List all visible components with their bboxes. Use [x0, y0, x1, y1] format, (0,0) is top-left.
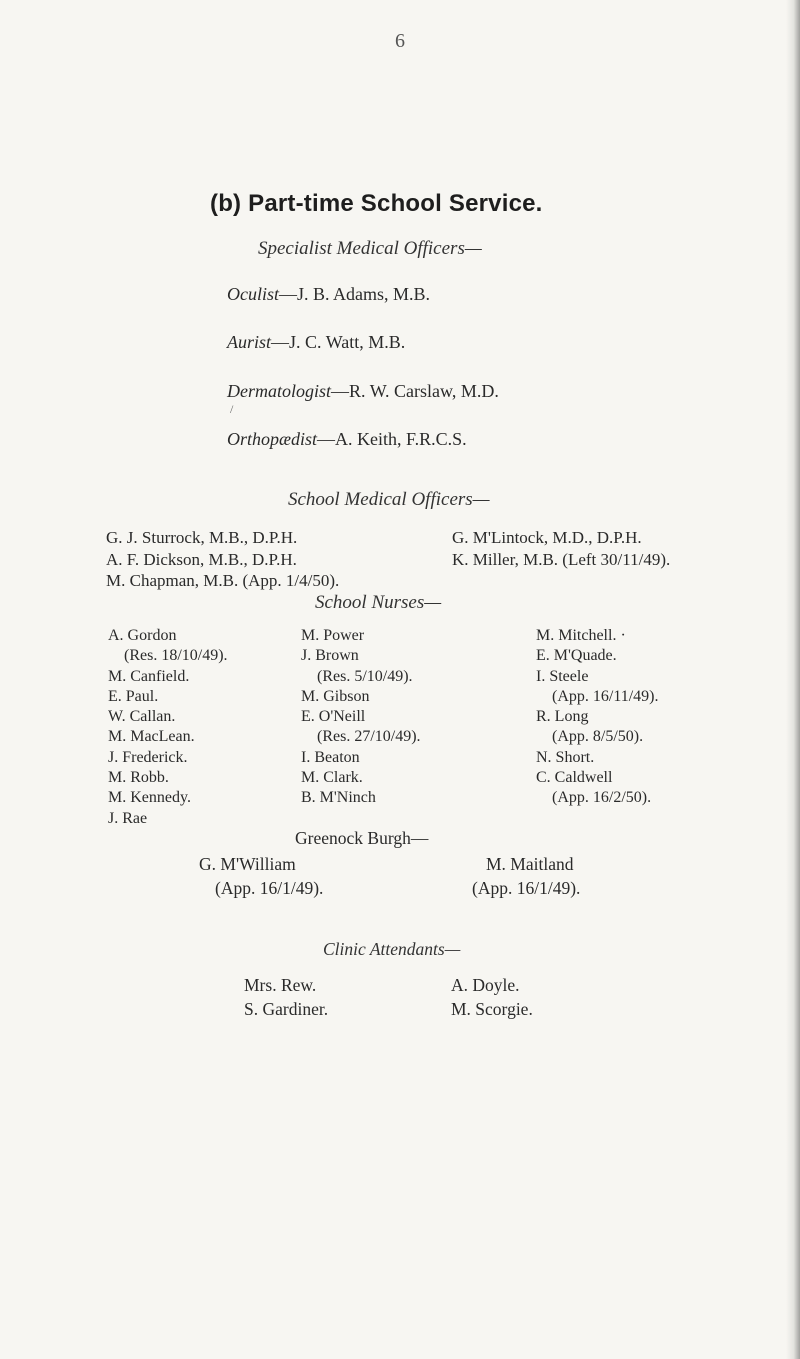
- nurse-entry: B. M'Ninch: [301, 789, 376, 807]
- nurse-entry: M. Robb.: [108, 769, 169, 787]
- nurse-entry: J. Frederick.: [108, 748, 188, 766]
- specialist-oculist: [227, 284, 430, 305]
- specialist-name: —J. B. Adams, M.B.: [279, 284, 431, 304]
- nurse-entry: E. M'Quade.: [536, 647, 617, 665]
- greenock-entry: (App. 16/1/49).: [215, 878, 324, 898]
- nurse-entry: M. Clark.: [301, 769, 363, 787]
- specialist-role: Orthopædist: [227, 429, 318, 449]
- specialist-role: Oculist: [227, 284, 279, 304]
- clinic-attendant: S. Gardiner.: [244, 999, 329, 1019]
- specialist-orthopaedist: [227, 429, 467, 450]
- specialist-aurist: [227, 332, 405, 353]
- nurse-entry: M. MacLean.: [108, 728, 195, 746]
- nurse-entry: N. Short.: [536, 748, 595, 766]
- nurses-column-2: [301, 626, 421, 809]
- nurse-entry: (Res. 27/10/49).: [317, 728, 421, 746]
- greenock-right-column: [472, 852, 581, 900]
- specialist-role: Aurist: [227, 332, 272, 352]
- clinic-left-column: [244, 973, 328, 1021]
- page-edge-shadow: [786, 0, 800, 1359]
- specialist-heading: Specialist Medical Officers—: [258, 238, 482, 259]
- nurse-entry: M. Kennedy.: [108, 789, 191, 807]
- medical-officer: K. Miller, M.B. (Left 30/11/49).: [452, 549, 671, 569]
- section-title: (b) Part-time School Service.: [210, 190, 543, 217]
- nurse-entry: A. Gordon: [108, 627, 177, 644]
- school-medical-heading: School Medical Officers—: [288, 489, 490, 510]
- specialist-dermatologist: [227, 381, 499, 402]
- nurse-entry: M. Canfield.: [108, 667, 190, 685]
- nurse-entry: W. Callan.: [108, 708, 176, 726]
- nurse-entry: I. Beaton: [301, 748, 360, 766]
- nurse-entry: I. Steele: [536, 667, 589, 685]
- clinic-attendant: M. Scorgie.: [451, 999, 533, 1019]
- medical-officer: A. F. Dickson, M.B., D.P.H.: [106, 549, 297, 569]
- school-medical-right-column: [452, 527, 670, 570]
- nurse-entry: M. Mitchell. ·: [536, 627, 626, 644]
- clinic-attendant: A. Doyle.: [451, 975, 520, 995]
- medical-officer: M. Chapman, M.B. (App. 1/4/50).: [106, 571, 340, 590]
- greenock-entry: G. M'William: [199, 854, 296, 874]
- nurse-entry: M. Gibson: [301, 687, 370, 705]
- nurse-entry: (App. 16/11/49).: [552, 687, 659, 705]
- nurse-entry: (App. 16/2/50).: [552, 789, 652, 807]
- nurse-entry: (Res. 18/10/49).: [124, 647, 228, 665]
- nurses-column-1: [108, 626, 228, 829]
- specialist-name: —A. Keith, F.R.C.S.: [317, 429, 467, 449]
- nurse-entry: M. Power: [301, 627, 365, 644]
- nurse-entry: R. Long: [536, 708, 589, 726]
- nurses-column-3: [536, 626, 659, 809]
- medical-officer: G. J. Sturrock, M.B., D.P.H.: [106, 528, 298, 547]
- school-medical-left-column: [106, 527, 339, 592]
- page-number: 6: [395, 30, 405, 52]
- greenock-entry: M. Maitland: [486, 854, 574, 874]
- nurse-entry: C. Caldwell: [536, 769, 613, 787]
- school-nurses-heading: School Nurses—: [315, 592, 442, 613]
- specialist-name: —R. W. Carslaw, M.D.: [331, 381, 499, 401]
- specialist-name: —J. C. Watt, M.B.: [271, 332, 406, 352]
- clinic-attendant: Mrs. Rew.: [244, 975, 317, 995]
- nurse-entry: J. Brown: [301, 647, 359, 665]
- nurse-entry: E. O'Neill: [301, 708, 366, 726]
- greenock-heading: Greenock Burgh—: [295, 828, 429, 848]
- greenock-left-column: [199, 852, 323, 900]
- stray-mark: /: [230, 402, 234, 416]
- medical-officer: G. M'Lintock, M.D., D.P.H.: [452, 528, 642, 547]
- nurse-entry: E. Paul.: [108, 687, 159, 705]
- clinic-heading: Clinic Attendants—: [323, 939, 461, 959]
- nurse-entry: (App. 8/5/50).: [552, 728, 644, 746]
- greenock-entry: (App. 16/1/49).: [472, 878, 581, 898]
- nurse-entry: (Res. 5/10/49).: [317, 667, 413, 685]
- specialist-role: Dermatologist: [227, 381, 332, 401]
- clinic-right-column: [451, 973, 533, 1021]
- nurse-entry: J. Rae: [108, 809, 148, 827]
